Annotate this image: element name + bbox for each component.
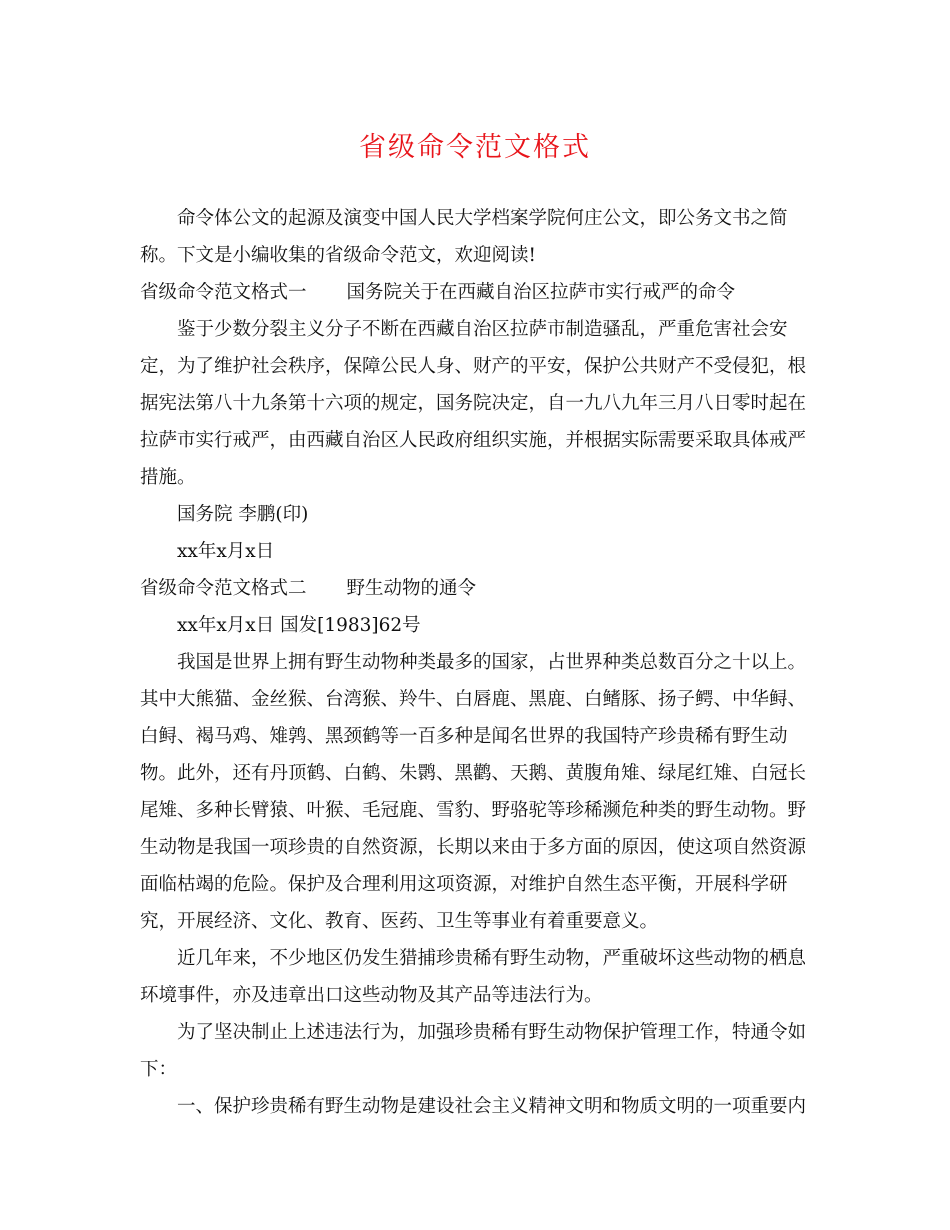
document-body [140,200,812,1125]
document-title: 省级命令范文格式 [359,132,591,163]
section-1-label: 省级命令范文格式一 [140,282,307,303]
section-1-title: 国务院关于在西藏自治区拉萨市实行戒严的命令 [346,282,736,303]
section-1-body: 鉴于少数分裂主义分子不断在西藏自治区拉萨市制造骚乱，严重危害社会安定，为了维护社会秩序，保障公民人身、财产的平安，保护公共财产不受侵犯，根据宪法第八十九条第十六项的规定，国务院决定，自一九八九年三月八日零时起在拉萨市实行戒严，由西藏自治区人民政府组织实施，并根据实际需要采取具体戒严措施。 [140,319,807,488]
section-1-heading [140,274,812,311]
section-1-date: xx年x月x日 [177,541,275,562]
section-2-paragraph-4: 一、保护珍贵稀有野生动物是建设社会主义精神文明和物质文明的一项重要内 [177,1096,807,1117]
section-2-paragraph-2: 近几年来，不少地区仍发生猎捕珍贵稀有野生动物，严重破坏这些动物的栖息环境事件，亦及违章出口这些动物及其产品等违法行为。 [140,948,807,1006]
section-2-label: 省级命令范文格式二 [140,578,307,599]
section-2-reference: xx年x月x日 国发[1983]62号 [177,615,421,636]
section-2-paragraph-3: 为了坚决制止上述违法行为，加强珍贵稀有野生动物保护管理工作，特通令如下： [140,1022,807,1080]
intro-paragraph: 命令体公文的起源及演变中国人民大学档案学院何庄公文，即公务文书之简称。下文是小编收集的省级命令范文，欢迎阅读! [140,208,788,266]
section-2-title: 野生动物的通令 [346,578,477,599]
section-2-heading [140,570,812,607]
section-2-paragraph-1: 我国是世界上拥有野生动物种类最多的国家，占世界种类总数百分之十以上。其中大熊猫、金丝猴、台湾猴、羚牛、白唇鹿、黑鹿、白鳍豚、扬子鳄、中华鲟、白鲟、褐马鸡、雉鹑、黑颈鹤等一百多种是闻名世界的我国特产珍贵稀有野生动物。此外，还有丹顶鹤、白鹤、朱鹮、黑鹳、天鹅、黄腹角雉、绿尾红雉、白冠长尾雉、多种长臂猿、叶猴、毛冠鹿、雪豹、野骆驼等珍稀濒危种类的野生动物。野生动物是我国一项珍贵的自然资源，长期以来由于多方面的原因，使这项自然资源面临枯竭的危险。保护及合理利用这项资源，对维护自然生态平衡，开展科学研究，开展经济、文化、教育、医药、卫生等事业有着重要意义。 [140,652,807,932]
section-1-signature: 国务院 李鹏(印) [177,504,309,525]
